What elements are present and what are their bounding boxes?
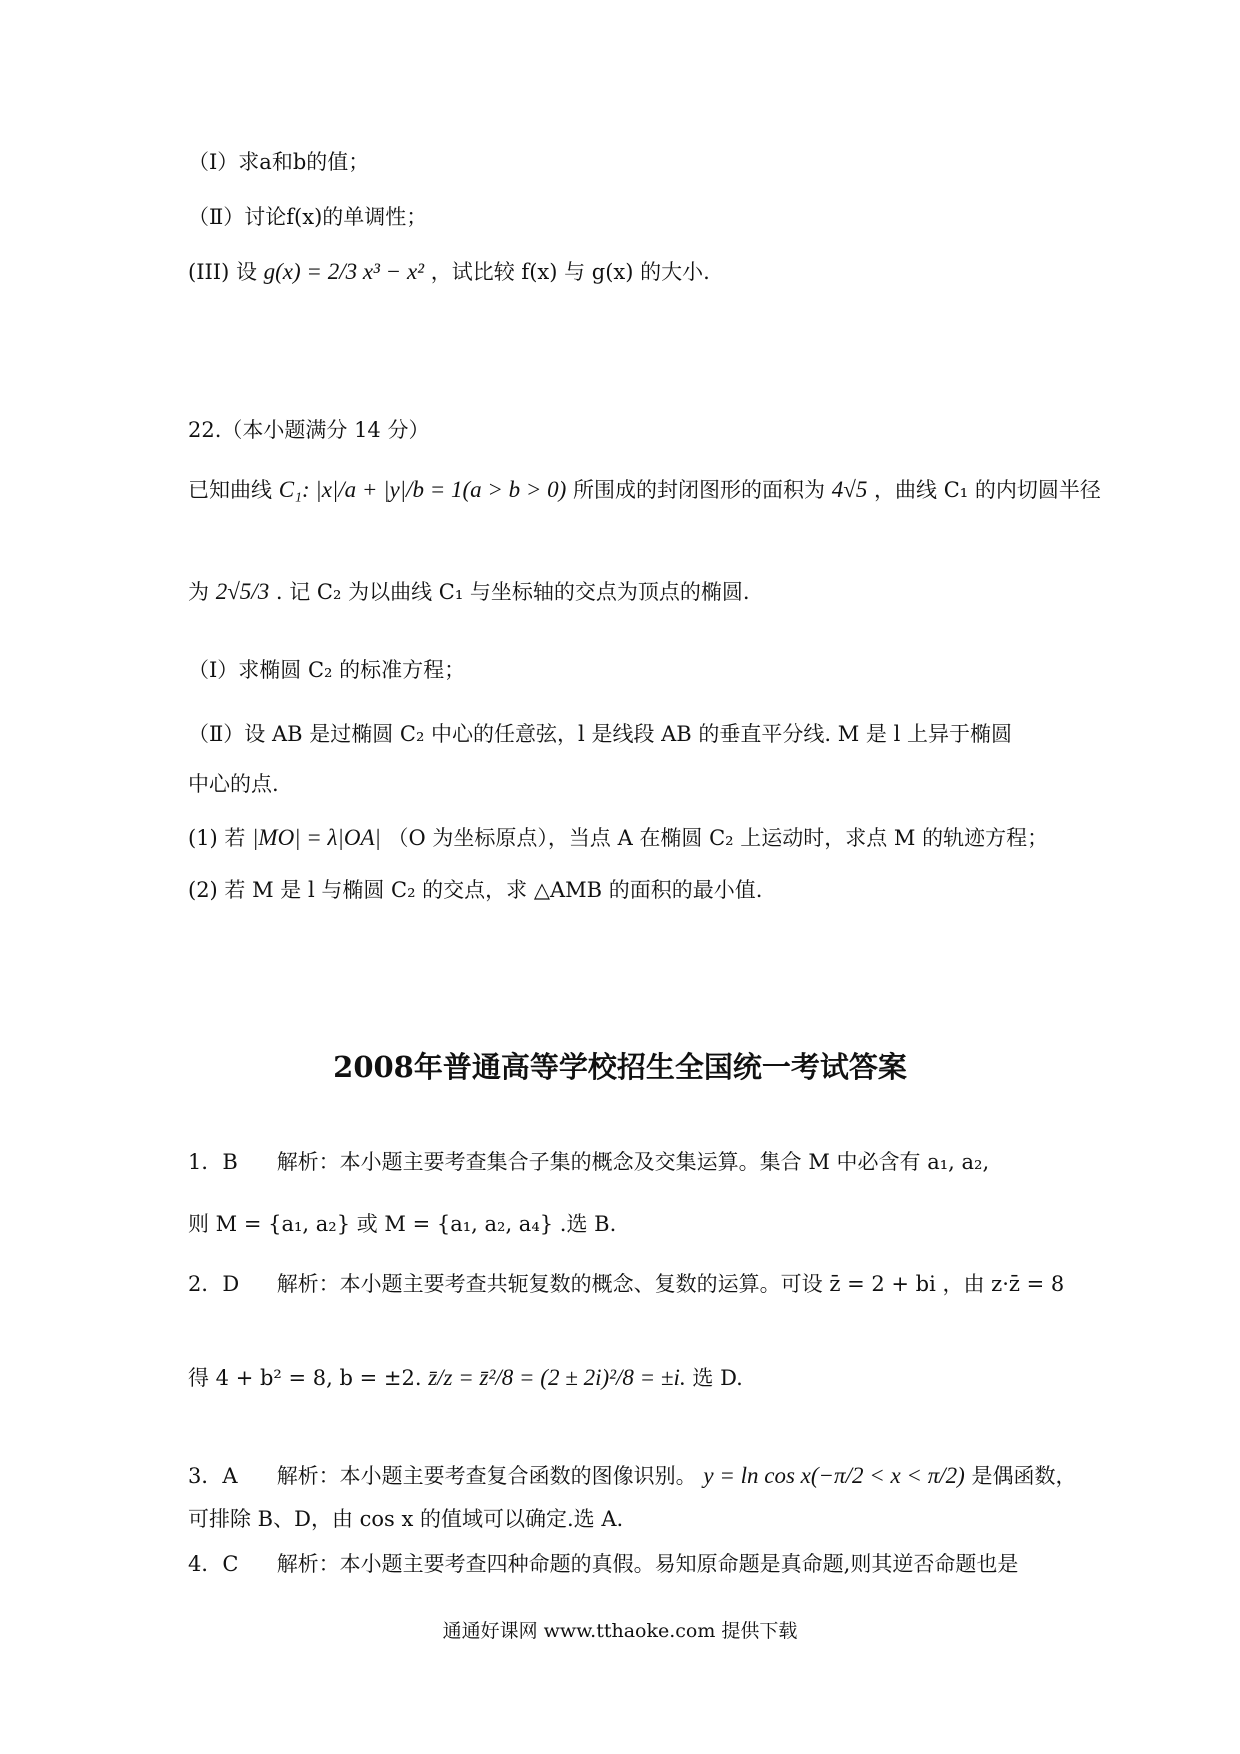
answer-3-text: 解析：本小题主要考查复合函数的图像识别。 bbox=[276, 1464, 697, 1488]
q21-part1: （Ⅰ）求a和b的值； bbox=[188, 150, 370, 174]
answer-1-text: 解析：本小题主要考查集合子集的概念及交集运算。集合 M 中必含有 a₁, a₂, bbox=[276, 1150, 990, 1174]
answer-3-line2: 可排除 B、D，由 cos x 的值域可以确定.选 A. bbox=[188, 1507, 624, 1531]
answer-3-tail: 是偶函数， bbox=[971, 1464, 1077, 1488]
answer-2 bbox=[188, 1272, 1064, 1297]
page-footer: 通通好课网 www.tthaoke.com 提供下载 bbox=[442, 1620, 798, 1642]
answer-4-number: 4．C bbox=[188, 1552, 239, 1576]
q22-sub1 bbox=[188, 824, 1048, 852]
answer-1 bbox=[188, 1150, 989, 1175]
answers-title: 2008年普通高等学校招生全国统一考试答案 bbox=[333, 1050, 907, 1084]
answer-2-tail: 选 D. bbox=[692, 1366, 743, 1390]
answer-1-number: 1．B bbox=[188, 1150, 238, 1174]
answer-4-text: 解析：本小题主要考查四种命题的真假。易知原命题是真命题,则其逆否命题也是 bbox=[276, 1552, 1019, 1576]
q22-curve-expr: C₁: |x|/a + |y|/b = 1(a > b > 0) bbox=[278, 477, 567, 502]
q22-part1: （Ⅰ）求椭圆 C₂ 的标准方程； bbox=[188, 658, 466, 682]
q22-radius-value: 2√5/3 bbox=[215, 579, 270, 604]
q22-statement-2 bbox=[188, 578, 750, 606]
q22-part2-line1: （Ⅱ）设 AB 是过椭圆 C₂ 中心的任意弦，l 是线段 AB 的垂直平分线. M 是 l 上异于椭圆 bbox=[188, 722, 1012, 746]
q22-stmt-lead: 已知曲线 bbox=[188, 478, 272, 502]
answer-3-number: 3．A bbox=[188, 1464, 238, 1488]
answer-3-expr: y = ln cos x(−π/2 < x < π/2) bbox=[703, 1463, 965, 1488]
q22-stmt2-lead: 为 bbox=[188, 580, 209, 604]
q21-part2: （Ⅱ）讨论f(x)的单调性； bbox=[188, 205, 428, 229]
q21-part3-lead: (III) 设 bbox=[188, 260, 257, 284]
q22-sub1-lead: (1) 若 bbox=[188, 826, 246, 850]
q22-sub1-expr: |MO| = λ|OA| bbox=[252, 825, 381, 850]
q22-sub2: (2) 若 M 是 l 与椭圆 C₂ 的交点，求 △AMB 的面积的最小值. bbox=[188, 878, 763, 902]
q22-header: 22.（本小题满分 14 分） bbox=[188, 418, 430, 442]
q22-part2-line2: 中心的点. bbox=[188, 772, 279, 796]
q21-part3 bbox=[188, 258, 710, 286]
q22-statement bbox=[188, 476, 1101, 504]
answer-2-lead: 得 4 + b² = 8, b = ±2. bbox=[188, 1366, 422, 1390]
answer-2-expr: z̄/z = z̄²/8 = (2 ± 2i)²/8 = ±i. bbox=[428, 1365, 686, 1390]
answer-3 bbox=[188, 1462, 1076, 1490]
q22-stmt-tail: ，曲线 C₁ 的内切圆半径 bbox=[874, 478, 1101, 502]
q22-area-value: 4√5 bbox=[831, 477, 868, 502]
q21-part3-tail: ，试比较 f(x) 与 g(x) 的大小. bbox=[430, 260, 710, 284]
answer-2-line2 bbox=[188, 1364, 743, 1392]
q21-part3-expr: g(x) = 2/3 x³ − x² bbox=[263, 259, 425, 284]
answer-2-text: 解析：本小题主要考查共轭复数的概念、复数的运算。可设 z̄ = 2 + bi ，由 z·z̄ = 8 bbox=[276, 1272, 1065, 1296]
q22-sub1-tail: （O 为坐标原点），当点 A 在椭圆 C₂ 上运动时，求点 M 的轨迹方程； bbox=[387, 826, 1049, 850]
answer-1-line2: 则 M = {a₁, a₂} 或 M = {a₁, a₂, a₄} .选 B. bbox=[188, 1212, 617, 1236]
q22-stmt2-tail: . 记 C₂ 为以曲线 C₁ 与坐标轴的交点为顶点的椭圆. bbox=[275, 580, 750, 604]
q22-stmt-mid: 所围成的封闭图形的面积为 bbox=[573, 478, 826, 502]
answer-4 bbox=[188, 1552, 1018, 1577]
answer-2-number: 2．D bbox=[188, 1272, 240, 1296]
